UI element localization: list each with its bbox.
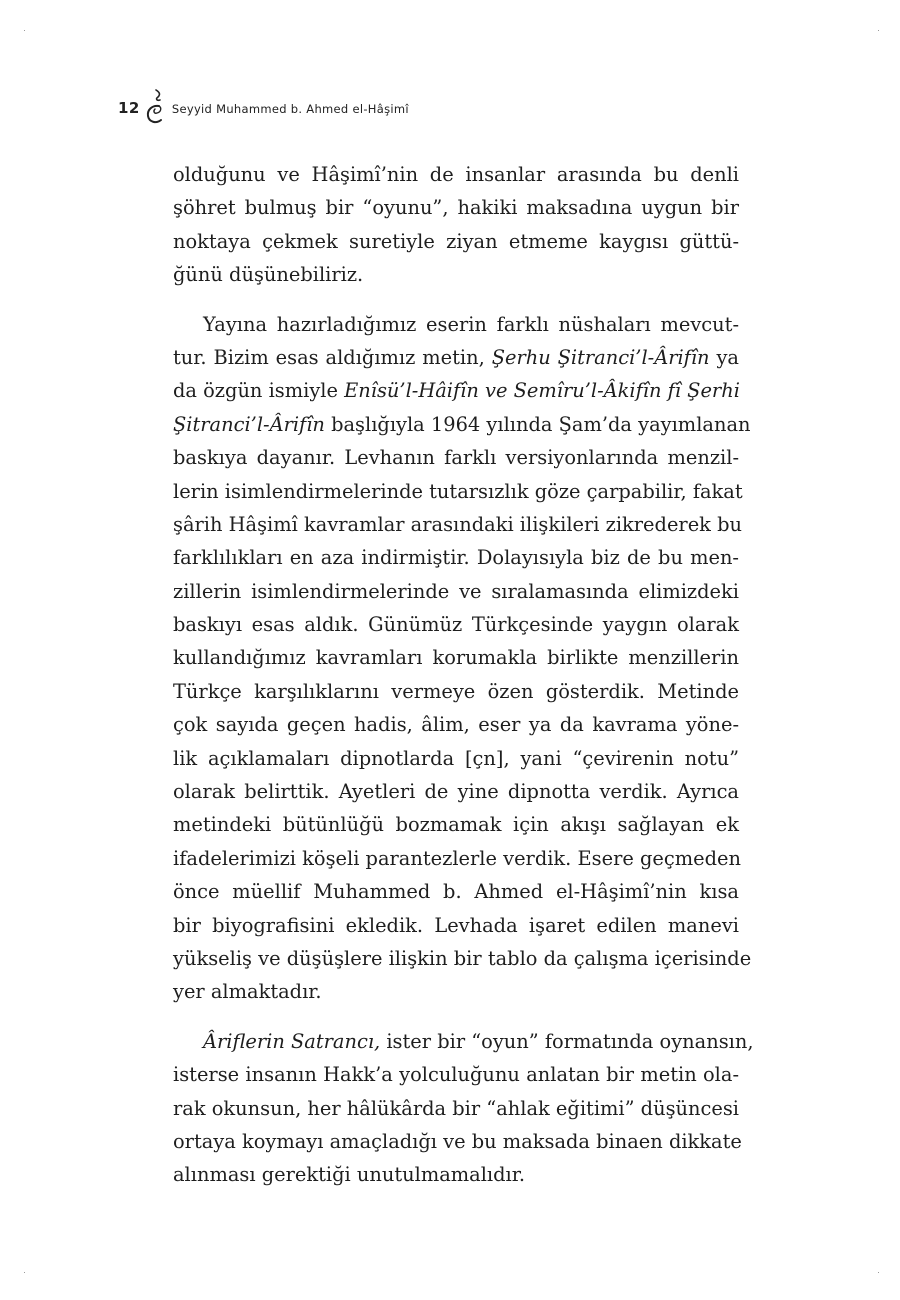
text-line: olduğunu ve Hâşimî’nin de insanlar arasında bu denli: [173, 163, 739, 186]
text-line: Yayına hazırladığımız eserin farklı nüshaları mevcut-: [203, 312, 739, 336]
italic-title: Şerhu Şitranci’l-Ârifîn: [491, 345, 710, 369]
text-line: şârih Hâşimî kavramlar arasındaki ilişkileri zikrederek bu: [173, 512, 742, 536]
text-line: yer almaktadır.: [173, 980, 322, 1004]
italic-title: Âriflerin Satrancı,: [203, 1029, 381, 1053]
crop-mark: [878, 1272, 879, 1273]
page-number: 12: [118, 99, 140, 117]
crop-mark: [24, 30, 25, 31]
text-run: da özgün ismiyle: [173, 379, 345, 403]
text-line: ğünü düşünebiliriz.: [173, 263, 364, 287]
text-line: noktaya çekmek suretiyle ziyan etmeme kaygısı güttü-: [173, 229, 739, 253]
text-run: ya: [709, 345, 739, 369]
text-line: zillerin isimlendirmelerinde ve sıralamasında elimizdeki: [173, 579, 739, 603]
text-line: bir biyografisini ekledik. Levhada işaret edilen manevi: [173, 913, 739, 937]
text-line: isterse insanın Hakk’a yolculuğunu anlatan bir metin ola-: [173, 1063, 739, 1087]
running-head-title: Seyyid Muhammed b. Ahmed el-Hâşimî: [171, 102, 409, 116]
paragraph-3: [173, 1025, 754, 1192]
text-line: baskıya dayanır. Levhanın farklı versiyonlarında menzil-: [173, 446, 739, 470]
text-line: ortaya koymayı amaçladığı ve bu maksada binaen dikkate: [173, 1129, 742, 1153]
text-line: kullandığımız kavramları korumakla birlikte menzillerin: [173, 646, 739, 670]
crop-mark: [24, 1272, 25, 1273]
text-run: başlığıyla 1964 yılında Şam’da yayımlanan: [324, 412, 751, 436]
paragraph-1: [173, 158, 739, 292]
text-line: baskıyı esas aldık. Günümüz Türkçesinde yaygın olarak: [173, 613, 739, 637]
text-line: farklılıkları en aza indirmiştir. Dolayısıyla biz de bu men-: [173, 546, 739, 570]
text-line: metindeki bütünlüğü bozmamak için akışı sağlayan ek: [173, 813, 739, 837]
text-line: ifadelerimizi köşeli parantezlerle verdik. Esere geçmeden: [173, 846, 741, 870]
italic-title: Şitranci’l-Ârifîn: [173, 412, 325, 436]
text-line: rak okunsun, her hâlükârda bir “ahlak eğitimi” düşüncesi: [173, 1096, 740, 1120]
text-line: [173, 1025, 754, 1058]
running-header: [118, 88, 409, 128]
text-line: lik açıklamaları dipnotlarda [çn], yani “çevirenin notu”: [173, 746, 739, 770]
text-line: olarak belirttik. Ayetleri de yine dipnotta verdik. Ayrıca: [173, 780, 739, 804]
text-run: ister bir “oyun” formatında oynansın,: [380, 1029, 754, 1053]
text-line: [173, 408, 751, 441]
italic-title: Enîsü’l-Hâifîn ve Semîru’l-Âkifîn fî Şerhi: [344, 379, 740, 403]
text-line: şöhret bulmuş bir “oyunu”, hakiki maksadına uygun bir: [173, 196, 739, 220]
text-line: önce müellif Muhammed b. Ahmed el-Hâşimî’nin kısa: [173, 880, 739, 904]
text-line: yükseliş ve düşüşlere ilişkin bir tablo da çalışma içerisinde: [173, 946, 752, 970]
text-line: lerin isimlendirmelerinde tutarsızlık göze çarpabilir, fakat: [173, 479, 743, 503]
calligraphy-ornament-icon: [144, 88, 166, 128]
paragraph-2: [173, 308, 752, 1009]
crop-mark: [878, 30, 879, 31]
text-line: [173, 341, 739, 374]
text-line: [173, 374, 739, 407]
text-line: alınması gerektiği unutulmamalıdır.: [173, 1163, 526, 1187]
text-run: tur. Bizim esas aldığımız metin,: [173, 345, 492, 369]
body-text: [173, 158, 754, 1192]
text-line: Türkçe karşılıklarını vermeye özen gösterdik. Metinde: [173, 679, 739, 703]
text-line: çok sayıda geçen hadis, âlim, eser ya da kavrama yöne-: [173, 713, 739, 737]
